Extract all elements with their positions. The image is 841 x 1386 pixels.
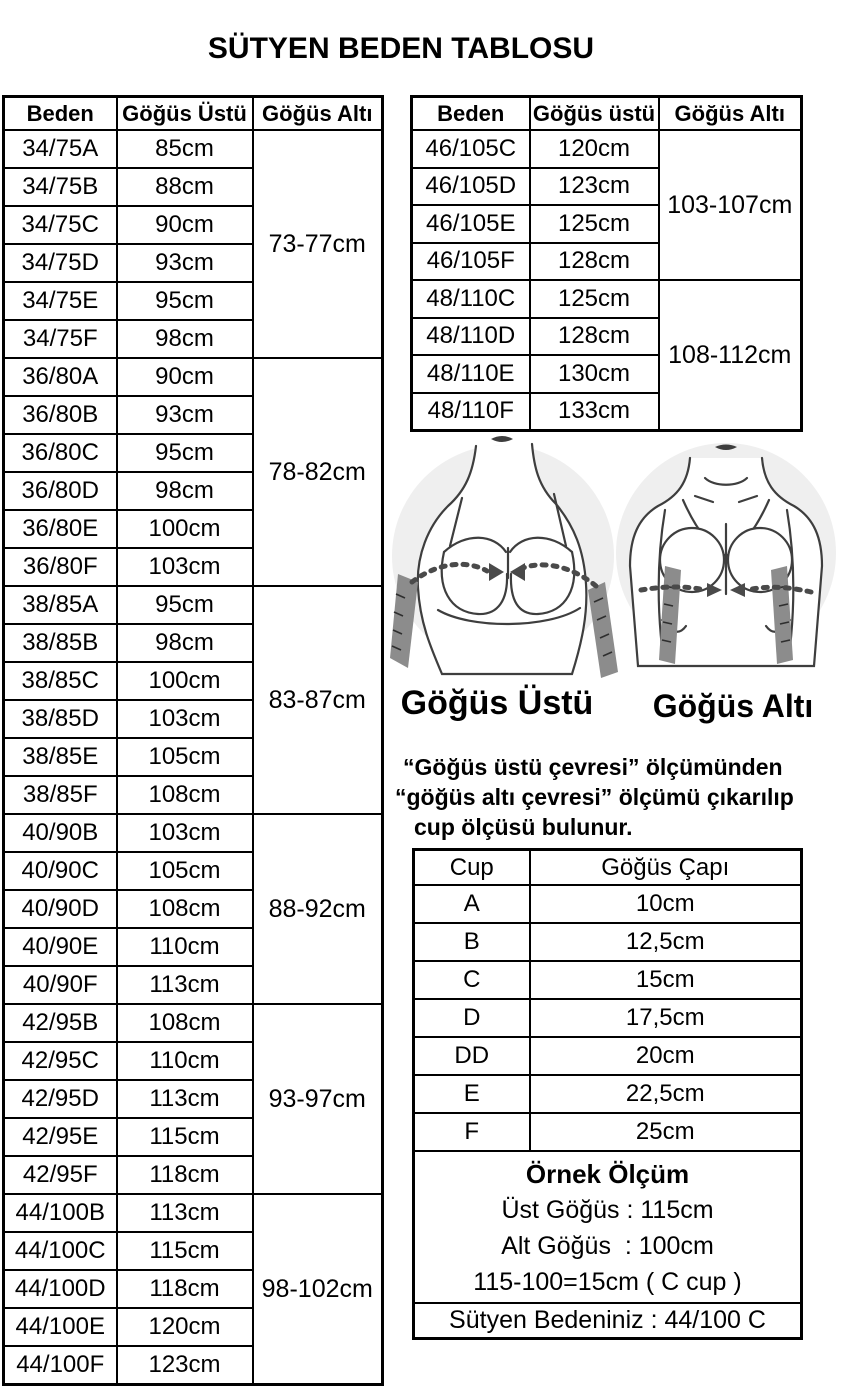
size-cell: DD xyxy=(414,1037,530,1075)
explanation-text xyxy=(394,752,818,842)
size-cell: 98cm xyxy=(117,624,253,662)
size-cell: 123cm xyxy=(117,1346,253,1385)
overbust-label: Göğüs Üstü xyxy=(400,684,594,722)
size-cell: 100cm xyxy=(117,510,253,548)
size-cell: 113cm xyxy=(117,1194,253,1232)
size-cell: 42/95C xyxy=(4,1042,117,1080)
size-cell: 34/75D xyxy=(4,244,117,282)
underbust-range-cell: 78-82cm xyxy=(253,358,383,586)
size-cell: 120cm xyxy=(117,1308,253,1346)
size-cell: 98cm xyxy=(117,472,253,510)
size-cell: 40/90B xyxy=(4,814,117,852)
size-cell: 90cm xyxy=(117,206,253,244)
table-row xyxy=(4,814,383,852)
size-cell: 36/80C xyxy=(4,434,117,472)
size-cell: 36/80A xyxy=(4,358,117,396)
size-cell: 93cm xyxy=(117,396,253,434)
size-cell: 110cm xyxy=(117,928,253,966)
size-cell: 38/85D xyxy=(4,700,117,738)
header-gogus-alti: Göğüs Altı xyxy=(253,97,383,131)
size-cell: 46/105F xyxy=(412,243,530,281)
size-cell: 36/80E xyxy=(4,510,117,548)
cup-table-body xyxy=(414,885,802,1151)
size-cell: 125cm xyxy=(530,205,659,243)
header-gogus-capi: Göğüs Çapı xyxy=(530,850,802,886)
size-cell: 108cm xyxy=(117,776,253,814)
size-cell: 34/75B xyxy=(4,168,117,206)
size-cell: 88cm xyxy=(117,168,253,206)
table-row xyxy=(414,885,802,923)
size-cell: 95cm xyxy=(117,434,253,472)
right-size-table xyxy=(410,95,803,432)
size-cell: 118cm xyxy=(117,1270,253,1308)
size-cell: 90cm xyxy=(117,358,253,396)
size-cell: C xyxy=(414,961,530,999)
example-line: 115-100=15cm ( C cup ) xyxy=(473,1268,742,1296)
table-row xyxy=(414,1113,802,1151)
table-row xyxy=(414,1075,802,1113)
underbust-range-cell: 98-102cm xyxy=(253,1194,383,1385)
table-row xyxy=(414,961,802,999)
right-table-header xyxy=(412,97,802,131)
left-table-header xyxy=(4,97,383,131)
size-cell: 125cm xyxy=(530,280,659,318)
size-cell: 44/100D xyxy=(4,1270,117,1308)
page-title: SÜTYEN BEDEN TABLOSU xyxy=(207,32,595,65)
header-gogus-ustu: Göğüs Üstü xyxy=(117,97,253,131)
size-cell: 103cm xyxy=(117,700,253,738)
size-cell: 108cm xyxy=(117,1004,253,1042)
size-cell: 42/95F xyxy=(4,1156,117,1194)
left-table-body xyxy=(4,130,383,1385)
size-cell: 15cm xyxy=(530,961,802,999)
left-size-table xyxy=(2,95,384,1386)
size-cell: 105cm xyxy=(117,738,253,776)
underbust-measurement-illustration xyxy=(613,438,839,674)
header-gogus-alti: Göğüs Altı xyxy=(659,97,802,131)
size-cell: B xyxy=(414,923,530,961)
right-table-body xyxy=(412,130,802,431)
size-cell: 103cm xyxy=(117,548,253,586)
explanation-line: cup ölçüsü bulunur. xyxy=(414,814,633,840)
size-cell: 17,5cm xyxy=(530,999,802,1037)
header-cup: Cup xyxy=(414,850,530,886)
size-cell: D xyxy=(414,999,530,1037)
size-cell: 25cm xyxy=(530,1113,802,1151)
size-cell: 95cm xyxy=(117,282,253,320)
table-row xyxy=(4,586,383,624)
header-row xyxy=(412,97,802,131)
size-cell: 38/85B xyxy=(4,624,117,662)
size-cell: 34/75A xyxy=(4,130,117,168)
size-cell: 42/95E xyxy=(4,1118,117,1156)
size-cell: 34/75E xyxy=(4,282,117,320)
explanation-line: “Göğüs üstü çevresi” ölçümünden xyxy=(403,754,783,780)
header-row xyxy=(414,850,802,886)
size-cell: 38/85A xyxy=(4,586,117,624)
underbust-range-cell: 73-77cm xyxy=(253,130,383,358)
size-cell: 34/75F xyxy=(4,320,117,358)
size-cell: 40/90F xyxy=(4,966,117,1004)
size-cell: 128cm xyxy=(530,318,659,356)
underbust-range-cell: 103-107cm xyxy=(659,130,802,280)
header-row xyxy=(4,97,383,131)
size-cell: 108cm xyxy=(117,890,253,928)
size-cell: 128cm xyxy=(530,243,659,281)
size-cell: 38/85F xyxy=(4,776,117,814)
size-cell: 44/100C xyxy=(4,1232,117,1270)
table-row xyxy=(4,1004,383,1042)
size-cell: 100cm xyxy=(117,662,253,700)
table-row xyxy=(412,130,802,168)
header-gogus-ustu: Göğüs üstü xyxy=(530,97,659,131)
size-cell: 44/100F xyxy=(4,1346,117,1385)
size-cell: 93cm xyxy=(117,244,253,282)
bra-size-result: Sütyen Bedeniniz : 44/100 C xyxy=(414,1303,802,1339)
size-cell: 120cm xyxy=(530,130,659,168)
header-beden: Beden xyxy=(4,97,117,131)
table-row xyxy=(4,358,383,396)
size-cell: 38/85E xyxy=(4,738,117,776)
size-cell: 36/80F xyxy=(4,548,117,586)
size-cell: 48/110C xyxy=(412,280,530,318)
underbust-range-cell: 93-97cm xyxy=(253,1004,383,1194)
size-cell: 22,5cm xyxy=(530,1075,802,1113)
size-cell: 133cm xyxy=(530,393,659,431)
size-cell: 115cm xyxy=(117,1118,253,1156)
size-cell: 12,5cm xyxy=(530,923,802,961)
table-row xyxy=(414,1037,802,1075)
size-cell: 34/75C xyxy=(4,206,117,244)
size-cell: 123cm xyxy=(530,168,659,206)
size-cell: 20cm xyxy=(530,1037,802,1075)
table-row xyxy=(412,280,802,318)
header-beden: Beden xyxy=(412,97,530,131)
result-row xyxy=(414,1303,802,1339)
size-cell: 95cm xyxy=(117,586,253,624)
size-cell: 118cm xyxy=(117,1156,253,1194)
size-cell: 38/85C xyxy=(4,662,117,700)
size-cell: 115cm xyxy=(117,1232,253,1270)
size-cell: A xyxy=(414,885,530,923)
size-cell: 42/95B xyxy=(4,1004,117,1042)
size-cell: 46/105C xyxy=(412,130,530,168)
explanation-line: “göğüs altı çevresi” ölçümü çıkarılıp xyxy=(395,784,794,810)
size-cell: 105cm xyxy=(117,852,253,890)
size-cell: E xyxy=(414,1075,530,1113)
table-row xyxy=(414,999,802,1037)
size-cell: 98cm xyxy=(117,320,253,358)
size-cell: 85cm xyxy=(117,130,253,168)
example-line: Üst Göğüs : 115cm xyxy=(501,1196,714,1224)
cup-size-table xyxy=(412,848,803,1340)
table-row xyxy=(414,923,802,961)
size-cell: 113cm xyxy=(117,966,253,1004)
size-cell: 48/110F xyxy=(412,393,530,431)
size-cell: 46/105E xyxy=(412,205,530,243)
cup-table-header xyxy=(414,850,802,886)
underbust-label: Göğüs Altı xyxy=(652,688,814,724)
underbust-range-cell: 108-112cm xyxy=(659,280,802,431)
size-cell: 46/105D xyxy=(412,168,530,206)
example-title: Örnek Ölçüm xyxy=(525,1159,690,1189)
size-cell: F xyxy=(414,1113,530,1151)
size-cell: 44/100B xyxy=(4,1194,117,1232)
example-line: Alt Göğüs : 100cm xyxy=(501,1232,714,1260)
size-cell: 42/95D xyxy=(4,1080,117,1118)
underbust-range-cell: 83-87cm xyxy=(253,586,383,814)
table-row xyxy=(4,1194,383,1232)
example-measurement-cell xyxy=(414,1151,802,1303)
size-cell: 48/110D xyxy=(412,318,530,356)
overbust-measurement-illustration xyxy=(390,432,620,682)
size-cell: 110cm xyxy=(117,1042,253,1080)
size-cell: 40/90C xyxy=(4,852,117,890)
size-cell: 113cm xyxy=(117,1080,253,1118)
size-cell: 103cm xyxy=(117,814,253,852)
size-cell: 48/110E xyxy=(412,355,530,393)
size-cell: 36/80B xyxy=(4,396,117,434)
size-cell: 10cm xyxy=(530,885,802,923)
example-row xyxy=(414,1151,802,1303)
size-cell: 44/100E xyxy=(4,1308,117,1346)
size-cell: 40/90E xyxy=(4,928,117,966)
example-section xyxy=(414,1151,802,1339)
size-cell: 130cm xyxy=(530,355,659,393)
underbust-range-cell: 88-92cm xyxy=(253,814,383,1004)
table-row xyxy=(4,130,383,168)
size-cell: 40/90D xyxy=(4,890,117,928)
size-cell: 36/80D xyxy=(4,472,117,510)
